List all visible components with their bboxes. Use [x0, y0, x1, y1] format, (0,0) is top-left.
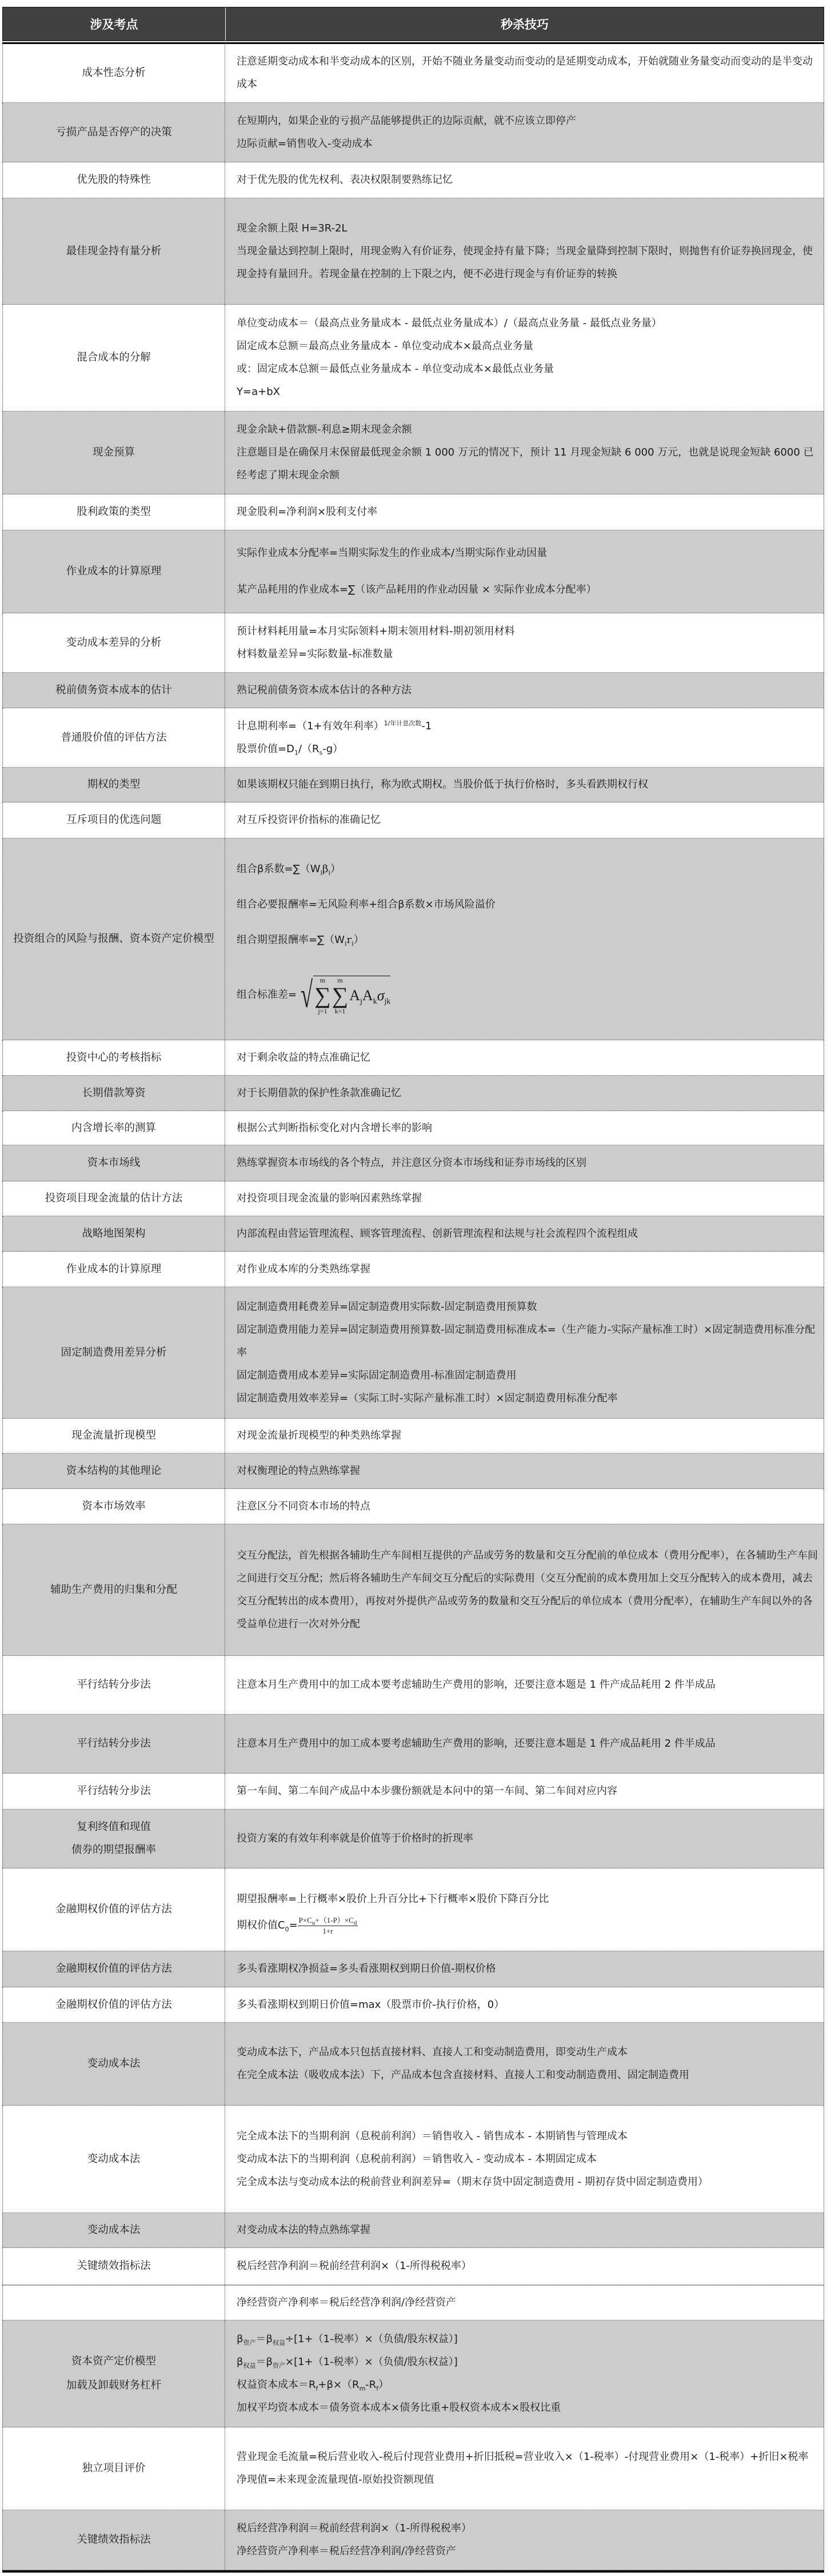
tip-line: 注意本月生产费用中的加工成本要考虑辅助生产费用的影响，还要注意本题是 1 件产成品耗用 2 件半成品	[237, 1738, 716, 1750]
term-a: A	[349, 987, 361, 1004]
tip-line: 变动成本法下，产品成本只包括直接材料、直接人工和变动制造费用，即变动生产成本	[237, 2046, 628, 2058]
tip-line: 多头看涨期权到期日价值=max（股票市价-执行价格，0）	[237, 1998, 505, 2011]
tip-cell	[225, 162, 824, 198]
tip-line	[237, 852, 818, 887]
topic-cell: 普通股价值的评估方法	[3, 708, 225, 767]
tip-line: 或：固定成本总额＝最低点业务量成本 - 单位变动成本×最低点业务量	[237, 363, 554, 375]
topic-cell: 亏损产品是否停产的决策	[3, 103, 225, 162]
num-sub: d	[353, 1919, 357, 1927]
tip-line: 期权价值C 0 = $\frac{P\times C_u+(1-P)\times C_d}{1+r}$	[237, 1915, 357, 1935]
fraction-numerator	[298, 1915, 358, 1926]
topic-cell: 优先股的特殊性	[3, 162, 225, 198]
formula-text: ＝β	[255, 2356, 273, 2368]
formula-subscript: 权益	[243, 2362, 256, 2370]
table-row	[2, 2321, 824, 2427]
table-row	[2, 2106, 824, 2213]
table-row	[2, 162, 824, 198]
table-row	[2, 1216, 824, 1252]
tip-line: 净现值=未来现金流量现值-原始投资额现值	[237, 2474, 434, 2486]
term-a: A	[362, 987, 373, 1004]
table-row	[2, 1076, 824, 1111]
topic-cell: 现金预算	[3, 412, 225, 494]
table-row	[2, 1287, 824, 1419]
table-row	[2, 2213, 824, 2248]
tip-cell	[225, 708, 824, 767]
table-row	[2, 1489, 824, 1524]
tip-line: 期望报酬率=上行概率×股价上升百分比+下行概率×股价下降百分比	[237, 1892, 549, 1905]
tip-line: 对投资项目现金流量的影响因素熟练掌握	[237, 1192, 422, 1204]
formula-text: -1	[421, 720, 432, 732]
formula-subscript: 资产	[273, 2362, 285, 2370]
sum-upper: m	[337, 976, 343, 984]
topic-cell: 股利政策的类型	[3, 494, 225, 530]
table-row	[2, 2023, 824, 2106]
topic-cell: 关键绩效指标法	[3, 2248, 225, 2285]
header-tips: 秒杀技巧	[501, 18, 549, 31]
tip-cell	[225, 2023, 824, 2105]
tip-line: 对现金流量折现模型的种类熟练掌握	[237, 1429, 401, 1441]
table-header	[2, 7, 824, 41]
sum-upper: m	[319, 976, 326, 984]
tip-cell	[225, 1145, 824, 1181]
topic-cell: 期权的类型	[3, 768, 225, 802]
topic-cell: 金融期权价值的评估方法	[3, 1987, 225, 2022]
tip-line: 现金余缺+借款额-利息≥期末现金余额	[237, 424, 412, 436]
tip-cell	[225, 494, 824, 530]
formula-text: =	[289, 1919, 298, 1931]
square-root	[297, 976, 390, 1015]
tip-line: 投资方案的有效年利率就是价值等于价格时的折现率	[237, 1832, 473, 1844]
table-row	[2, 1715, 824, 1774]
tip-line: 完全成本法与变动成本法的税前营业利润差异=（期末存货中固定制造费用 - 期初存货中固定制造费用）	[237, 2175, 709, 2188]
table-row	[2, 2248, 824, 2285]
table-row	[2, 673, 824, 708]
topic-cell: 变动成本差异的分析	[3, 613, 225, 672]
tip-cell	[225, 1040, 824, 1075]
formula-text: +β×（R	[318, 2379, 359, 2391]
tip-cell	[225, 1489, 824, 1524]
formula-text: /（R	[298, 742, 319, 755]
tip-cell	[225, 1216, 824, 1251]
tip-line: 注意题目是在确保月末保留最低现金余额 1 000 万元的情况下，预计 11 月现金短缺 6 000 万元，也就是说现金短缺 6000 已经考虑了期末现金余额	[237, 446, 814, 481]
tip-line: 税后经营净利润＝税前经营利润×（1-所得税税率）	[237, 2522, 472, 2534]
sum-j	[314, 976, 331, 1015]
tip-line	[237, 715, 818, 738]
fraction-denominator: 1+r	[322, 1926, 333, 1935]
term-sub: k	[373, 997, 377, 1006]
tip-line	[237, 2328, 818, 2351]
tip-line: 注意延期变动成本和半变动成本的区别，开始不随业务量变动而变动的是延期变动成本，开始就随业务量变动而变动的是半变动成本	[237, 55, 813, 90]
table-row	[2, 802, 824, 838]
tip-line: 税后经营净利润＝税前经营利润×（1-所得税税率）	[237, 2260, 472, 2272]
sum-lower: j=1	[318, 1007, 327, 1015]
tip-cell	[225, 198, 824, 304]
formula-text: β	[322, 863, 329, 875]
formula-text: ÷[1+（1-税率）×（负债/股东权益）]	[285, 2333, 458, 2345]
tip-line: 对作业成本库的分类熟练掌握	[237, 1263, 370, 1275]
radical-icon: √	[301, 975, 313, 1015]
tip-line: 对变动成本法的特点熟练掌握	[237, 2224, 370, 2236]
tip-cell	[225, 1524, 824, 1655]
topic-cell: 作业成本的计算原理	[3, 530, 225, 613]
tip-line: 单位变动成本＝（最高点业务量成本 - 最低点业务量成本）/（最高点业务量 - 最低点业务量）	[237, 317, 662, 329]
topic-cell	[3, 2286, 225, 2320]
tip-line: 固定制造费用效率差异=（实际工时-实际产量标准工时）×固定制造费用标准分配率	[237, 1392, 618, 1404]
formula-text: 组合β系数=∑（W	[237, 863, 321, 875]
tip-line: 材料数量差异=实际数量-标准数量	[237, 648, 393, 660]
tip-line: 对于剩余收益的特点准确记忆	[237, 1051, 370, 1064]
tip-line: 边际贡献=销售收入-变动成本	[237, 137, 373, 150]
tip-line: Y=a+bX	[237, 386, 280, 398]
formula-text: -R	[365, 2379, 377, 2391]
formula-subscript: 1	[294, 749, 298, 757]
tip-cell	[225, 1076, 824, 1111]
topic-cell: 变动成本法	[3, 2213, 225, 2247]
tip-line: 根据公式判断指标变化对内含增长率的影响	[237, 1121, 432, 1134]
topic-cell: 作业成本的计算原理	[3, 1252, 225, 1287]
tip-cell	[225, 613, 824, 672]
formula-text: r	[346, 934, 352, 946]
formula-subscript: m	[359, 2385, 366, 2393]
table-row	[2, 1419, 824, 1453]
table-row	[2, 1656, 824, 1715]
tip-line	[237, 2351, 818, 2374]
tip-line: 固定成本总额＝最高点业务量成本 - 单位变动成本×最高点业务量	[237, 340, 534, 352]
tip-line: 营业现金毛流量=税后营业收入-税后付现营业费用+折旧抵税=营业收入×（1-税率）-付现营业费用×（1-税率）+折旧×税率	[237, 2451, 809, 2463]
tip-cell	[225, 43, 824, 102]
topic-cell: 平行结转分步法	[3, 1656, 225, 1714]
table-row	[2, 1868, 824, 1951]
tip-cell	[225, 1111, 824, 1145]
table-row	[2, 2285, 824, 2321]
formula-text: -g）	[322, 742, 343, 755]
tip-line: 在短期内，如果企业的亏损产品能够提供正的边际贡献，就不应该立即停产	[237, 114, 576, 127]
fraction	[298, 1915, 358, 1936]
tip-cell	[225, 412, 824, 494]
formula-text: 权益资本成本＝R	[237, 2379, 316, 2391]
tip-cell	[225, 1181, 824, 1216]
table-row	[2, 1111, 824, 1145]
tip-cell	[225, 2106, 824, 2212]
topic-cell: 投资中心的考核指标	[3, 1040, 225, 1075]
tip-cell	[225, 802, 824, 838]
tip-cell	[225, 1656, 824, 1714]
tip-line: 某产品耗用的作业成本=∑（该产品耗用的作业动因量 × 实际作业成本分配率）	[237, 584, 597, 596]
table-row	[2, 103, 824, 162]
tip-cell	[225, 768, 824, 802]
header-topic: 涉及考点	[3, 7, 226, 41]
tip-line: 组合必要报酬率=无风险利率+组合β系数×市场风险溢价	[237, 898, 496, 910]
tip-cell	[225, 1868, 824, 1951]
tip-line	[237, 2374, 818, 2397]
tip-cell	[225, 1715, 824, 1773]
tip-cell	[225, 1287, 824, 1418]
topic-cell: 平行结转分步法	[3, 1715, 225, 1773]
topic-cell: 混合成本的分解	[3, 305, 225, 411]
table-row	[2, 1774, 824, 1810]
table-row	[2, 613, 824, 673]
topic-cell: 平行结转分步法	[3, 1774, 225, 1809]
formula-subscript: 资产	[243, 2339, 256, 2347]
tip-cell	[225, 103, 824, 162]
formula-subscript: f	[376, 2385, 379, 2393]
table-row	[2, 1987, 824, 2023]
tip-line: 注意区分不同资本市场的特点	[237, 1500, 370, 1512]
formula-subscript: 权益	[273, 2339, 285, 2347]
tip-cell	[225, 1810, 824, 1868]
table-row	[2, 530, 824, 613]
tip-cell	[225, 305, 824, 411]
formula-text: 计息期利率=（1+有效年利率）	[237, 720, 384, 732]
num-sub: u	[311, 1919, 315, 1927]
table-row	[2, 1951, 824, 1987]
table-row	[2, 43, 824, 103]
num-part: P×C	[298, 1915, 312, 1924]
topic-cell: 战略地图架构	[3, 1216, 225, 1251]
tip-cell	[225, 530, 824, 613]
formula-subscript: i	[345, 940, 347, 948]
tip-line: 注意本月生产费用中的加工成本要考虑辅助生产费用的影响，还要注意本题是 1 件产成品耗用 2 件半成品	[237, 1679, 716, 1691]
topic-line: 加载及卸载财务杠杆	[66, 2379, 162, 2391]
tip-line: 现金余额上限 H=3R-2L	[237, 222, 347, 234]
topic-cell: 关键绩效指标法	[3, 2510, 225, 2570]
topic-cell: 现金流量折现模型	[3, 1419, 225, 1453]
topic-cell: 投资项目现金流量的估计方法	[3, 1181, 225, 1216]
tip-line: 多头看涨期权净损益=多头看涨期权到期日价值-期权价格	[237, 1963, 496, 1975]
table-row	[2, 838, 824, 1040]
tip-cell	[225, 2510, 824, 2570]
tip-line: 固定制造费用成本差异=实际固定制造费用-标准固定制造费用	[237, 1369, 517, 1381]
topic-line: 债券的期望报酬率	[71, 1844, 156, 1856]
tip-line: 现金股利=净利润×股利支付率	[237, 506, 378, 518]
table-row	[2, 1145, 824, 1181]
formula-text: ）	[378, 2379, 389, 2391]
tip-cell	[225, 2286, 824, 2320]
table-row	[2, 2427, 824, 2510]
tip-line: 净经营资产净利率＝税后经营净利润/净经营资产	[237, 2297, 457, 2309]
tip-line: 固定制造费用耗费差异=固定制造费用实际数-固定制造费用预算数	[237, 1300, 537, 1313]
formula-text: ）	[353, 934, 364, 946]
tip-line: 对互斥投资评价指标的准确记忆	[237, 814, 381, 826]
topic-cell: 金融期权价值的评估方法	[3, 1951, 225, 1987]
tip-cell	[225, 1774, 824, 1809]
tip-cell	[225, 2427, 824, 2510]
tip-cell	[225, 838, 824, 1040]
topic-cell: 资本结构的其他理论	[3, 1453, 225, 1488]
topic-cell: 长期借款筹资	[3, 1076, 225, 1111]
tip-line: 变动成本法下的当期利润（息税前利润）＝销售收入 - 变动成本 - 本期固定成本	[237, 2152, 597, 2165]
formula-subscript: i	[320, 869, 323, 877]
topic-cell: 互斥项目的优选问题	[3, 802, 225, 838]
topic-cell: 固定制造费用差异分析	[3, 1287, 225, 1418]
topic-cell: 投资组合的风险与报酬、资本资产定价模型	[3, 838, 225, 1040]
formula-text: 期权价值C	[237, 1919, 285, 1931]
table-row	[2, 412, 824, 494]
formula-text: ＝β	[255, 2333, 273, 2345]
table-row	[2, 1810, 824, 1868]
tip-line: 交互分配法，首先根据各辅助生产车间相互提供的产品或劳务的数量和交互分配前的单位成本（费用分配率），在各辅助生产车间之间进行交互分配；然后将各辅助生产车间交互分配后的实际费用（交互分配前的成本费用加上交互分配转入的成本费用，减去交互分配转出的成本费用），再按对外提供产品或劳务的数量和交互分配后的单位成本（费用分配率），在辅助生产车间以外的各受益单位进行一次对外分配	[237, 1549, 818, 1630]
tip-line: 固定制造费用能力差异=固定制造费用预算数-固定制造费用标准成本=（生产能力-实际产量标准工时）×固定制造费用标准分配率	[237, 1323, 816, 1359]
tip-cell	[225, 2321, 824, 2427]
tip-cell	[225, 1453, 824, 1488]
topic-cell: 资本市场线	[3, 1145, 225, 1181]
topic-cell	[3, 2321, 225, 2427]
sum-k	[332, 976, 349, 1015]
tip-line: 完全成本法下的当期利润（息税前利润）＝销售收入 - 销售成本 - 本期销售与管理成本	[237, 2130, 628, 2142]
topic-cell: 资本市场效率	[3, 1489, 225, 1524]
topic-line: 复利终值和现值	[77, 1821, 151, 1833]
formula-subscript: s	[319, 749, 323, 757]
topic-cell: 金融期权价值的评估方法	[3, 1868, 225, 1951]
tip-cell	[225, 1987, 824, 2022]
num-part: +（1-P）×C	[315, 1915, 354, 1924]
tip-line	[237, 922, 818, 958]
formula-subscript: i	[328, 869, 330, 877]
tip-line: 如果该期权只能在到期日执行，称为欧式期权。当股价低于执行价格时，多头看跌期权行权	[237, 778, 648, 790]
topic-cell: 内含增长率的测算	[3, 1111, 225, 1145]
tip-cell	[225, 673, 824, 708]
tip-line: 熟记税前债务资本成本估计的各种方法	[237, 684, 411, 696]
formula-text: 组合标准差=	[237, 989, 297, 1001]
term-sigma: σ	[377, 987, 385, 1004]
topic-cell: 税前债务资本成本的估计	[3, 673, 225, 708]
topic-cell	[3, 1810, 225, 1868]
table-row	[2, 198, 824, 305]
tip-cell	[225, 1419, 824, 1453]
table-row	[2, 768, 824, 802]
table-row	[2, 305, 824, 412]
topic-cell: 成本性态分析	[3, 43, 225, 102]
tip-line: 对于优先股的优先权利、表决权限制要熟练记忆	[237, 174, 453, 186]
topic-cell: 变动成本法	[3, 2023, 225, 2105]
term-sub: j	[360, 997, 362, 1006]
tip-cell	[225, 2248, 824, 2285]
tip-line: 实际作业成本分配率=当期实际发生的作业成本/当期实际作业动因量	[237, 547, 548, 559]
tip-cell	[225, 1252, 824, 1287]
table-bottom-border	[2, 2570, 824, 2573]
sum-lower: k=1	[334, 1007, 346, 1015]
formula-subscript: f	[315, 2385, 318, 2393]
table-row	[2, 708, 824, 768]
sum-term	[349, 978, 390, 1013]
tip-cell	[225, 2213, 824, 2247]
formula-subscript: i	[351, 940, 354, 948]
formula-text: 股票价值=D	[237, 742, 294, 755]
tip-line: 熟练掌握资本市场线的各个特点，并注意区分资本市场线和证券市场线的区别	[237, 1157, 586, 1169]
table-row	[2, 494, 824, 530]
topic-cell: 最佳现金持有量分析	[3, 198, 225, 304]
tip-line: 在完全成本法（吸收成本法）下，产品成本包含直接材料、直接人工和变动制造费用、固定制造费用	[237, 2069, 689, 2081]
tip-line: 净经营资产净利率＝税后经营净利润/净经营资产	[237, 2545, 457, 2557]
table-row	[2, 2510, 824, 2570]
topic-cell: 辅助生产费用的归集和分配	[3, 1524, 225, 1655]
tip-line: 内部流程由营运管理流程、顾客管理流程、创新管理流程和法规与社会流程四个流程组成	[237, 1227, 638, 1240]
formula-text: β	[237, 2333, 243, 2345]
topic-line: 资本资产定价模型	[71, 2355, 156, 2367]
formula-text: ×[1+（1-税率）×（负债/股东权益）]	[285, 2356, 458, 2368]
table-row	[2, 1181, 824, 1216]
sigma-icon: ∑	[314, 982, 331, 1008]
tip-line: 预计材料耗用量=本月实际领料+期末领用材料-期初领用材料	[237, 625, 515, 637]
table-row	[2, 1453, 824, 1489]
formula-exponent: 1/年计息次数	[383, 719, 422, 727]
topic-cell: 变动成本法	[3, 2106, 225, 2212]
radicand	[313, 976, 390, 1015]
topic-cell: 独立项目评价	[3, 2427, 225, 2510]
term-sub: jk	[384, 997, 391, 1006]
tip-cell	[225, 1951, 824, 1987]
tip-line: 对于长期借款的保护性条款准确记忆	[237, 1087, 401, 1099]
tip-line: 当现金量达到控制上限时，用现金购入有价证券，使现金持有量下降；当现金量降到控制下限时，则抛售有价证券换回现金，使现金持有量回升。若现金量在控制的上下限之内，便不必进行现金与有价证券的转换	[237, 245, 813, 280]
table-row	[2, 1524, 824, 1656]
sigma-icon: ∑	[331, 982, 349, 1008]
tip-line: 第一车间、第二车间产成品中本步骤份额就是本问中的第一车间、第二车间对应内容	[237, 1785, 617, 1797]
formula-text: 组合期望报酬率=∑（W	[237, 934, 345, 946]
tip-line	[237, 964, 818, 1027]
tip-line	[237, 738, 818, 761]
formula-text: β	[237, 2356, 243, 2368]
tip-line: 对权衡理论的特点熟练掌握	[237, 1464, 360, 1477]
table-row	[2, 1252, 824, 1287]
table-row	[2, 1040, 824, 1076]
formula-text: ）	[330, 863, 341, 875]
tip-line: 加权平均资本成本＝债务资本成本×债务比重+股权资本成本×股权比重	[237, 2402, 561, 2414]
